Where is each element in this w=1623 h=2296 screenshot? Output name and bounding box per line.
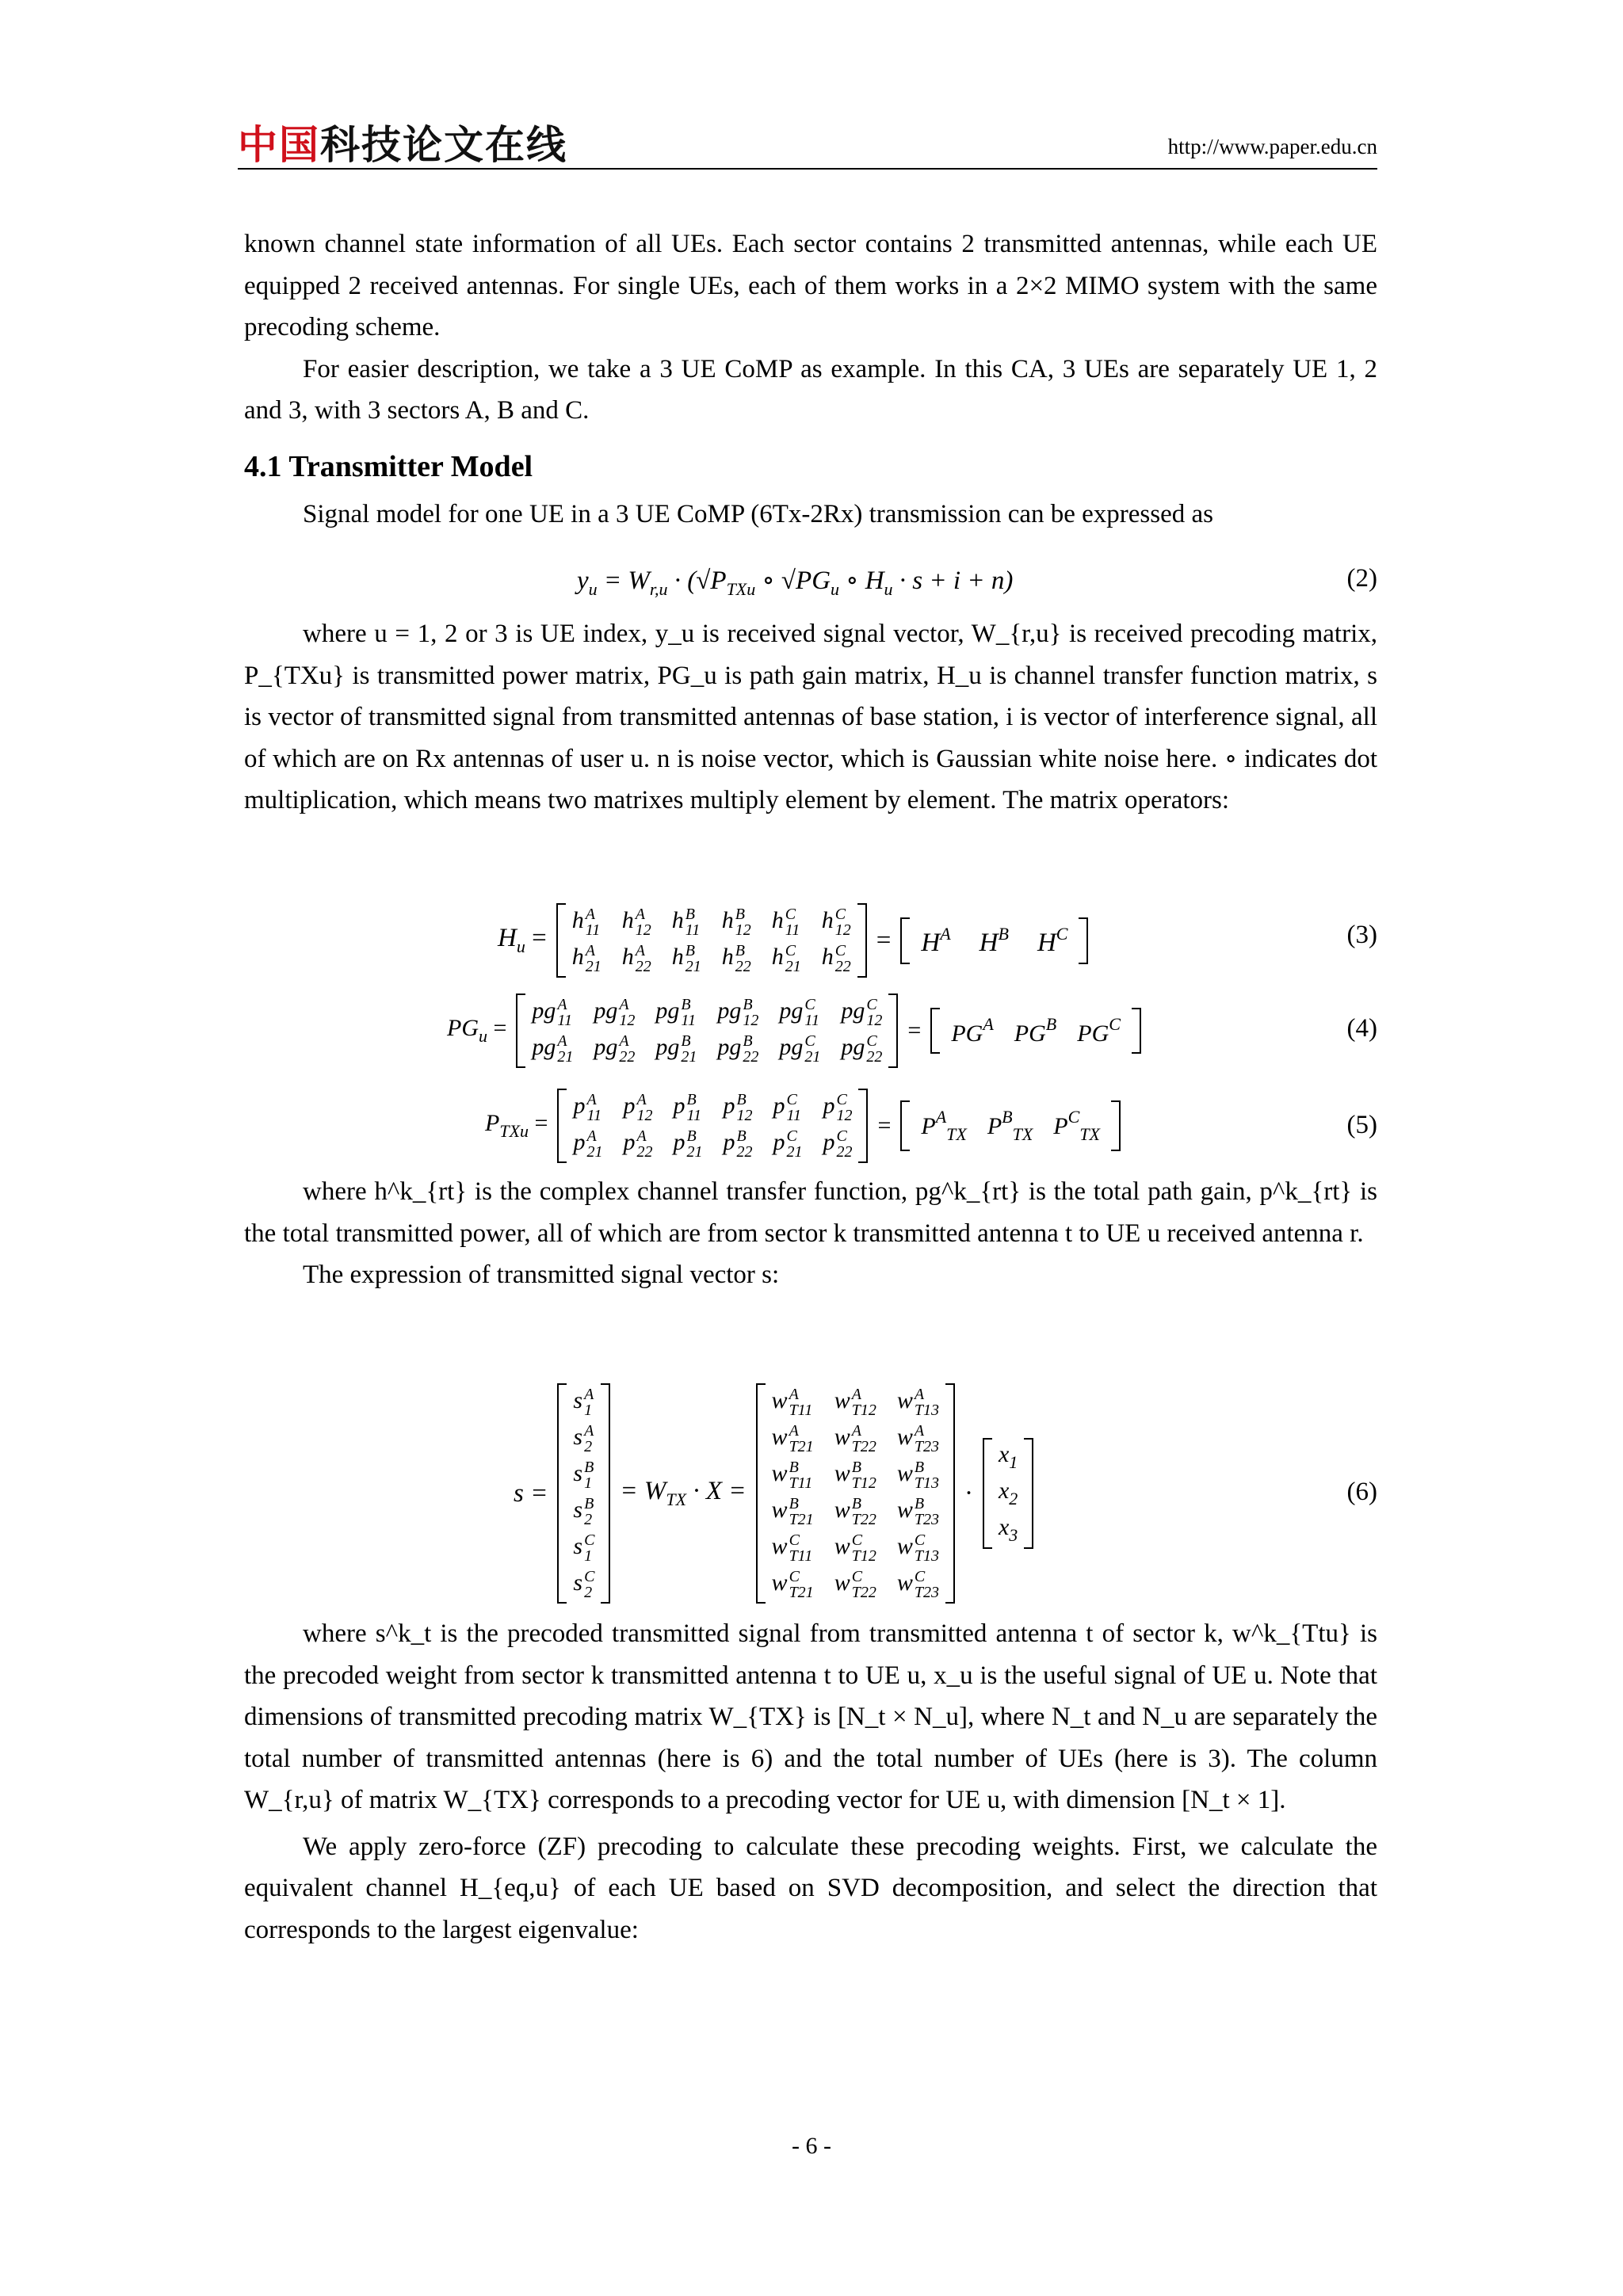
eq4-matrix-cell: pg A 11 — [532, 996, 572, 1029]
eq3-matrix-cell: h B 11 — [671, 906, 701, 939]
matrix-w-cell: w A T11 — [771, 1386, 813, 1419]
matrix-w-cell: w B T12 — [834, 1459, 876, 1492]
vector-x-cell: $x_1$ — [998, 1441, 1018, 1472]
eq5-matrix-cell: p A 21 — [573, 1127, 603, 1161]
matrix-PG-grid — [525, 994, 888, 1068]
eq4-matrix-cell: pg A 12 — [594, 996, 636, 1029]
vector-x-cell: $x_3$ — [998, 1514, 1018, 1545]
eq4-matrix-cell: pg C 11 — [779, 996, 819, 1029]
matrix-H-grid — [566, 903, 857, 978]
matrix-H — [556, 903, 867, 978]
matrix-w-cell: w A T23 — [896, 1422, 939, 1455]
matrix-w-cell: w C T22 — [834, 1568, 876, 1601]
eq4-matrix-cell: pg B 22 — [717, 1032, 759, 1066]
matrix-PG-blocks: $PG^A$ $PG^B$ $PG^C$ — [930, 1008, 1141, 1054]
matrix-w-cell: w C T12 — [834, 1531, 876, 1565]
page-number: - 6 - — [792, 2133, 831, 2159]
matrix-W — [756, 1383, 955, 1604]
equation-6: s = s A 1 s A 2 s B 1 s B 2 s C 1 s C 2 = $W_{TX} \cdot X$ = w A T11 w A T12 w A T13 w A T21 w A T22 w A T23 w B T11 w B T12 w B T13 w B T21 w B T22 w B T23 w C T11 w C T12 w C T13 w C T21 w C T22 w C T23 · $x_1$ $x_2$ $x_3$ (6) — [244, 1367, 1377, 1620]
logo-red-part: 中国 — [238, 122, 320, 168]
equation-3: $H_u$ = h A 11 h A 12 h B 11 h B 12 h C 11 h C 12 h A 21 h A 22 h B 21 h B 22 h C 21 h C 22 = $H^A$ $H^B$ $H^C$ (3) — [244, 903, 1377, 982]
vector-s-cell: s C 2 — [573, 1568, 595, 1601]
matrix-PG — [516, 994, 898, 1068]
paragraph-8: We apply zero-force (ZF) precoding to calculate these precoding weights. First, we calculate the equivalent channel H_{eq,u} of each UE based on SVD decomposition, and select the direction that corresponds to the largest eigenvalue: — [244, 1832, 1377, 1944]
matrix-w-cell: w B T23 — [896, 1495, 939, 1528]
eq5-matrix-cell: p A 11 — [573, 1091, 601, 1124]
vector-s-cell: s B 1 — [573, 1459, 594, 1492]
eq3-matrix-cell: h A 12 — [621, 906, 651, 939]
equation-3-number: (3) — [1346, 921, 1377, 949]
eq4-matrix-cell: pg B 12 — [717, 996, 759, 1029]
eq3-matrix-cell: h B 22 — [721, 942, 751, 975]
vector-s-cell: s A 1 — [573, 1386, 594, 1419]
matrix-P — [557, 1089, 868, 1163]
equation-2 — [244, 564, 1377, 612]
eq5-matrix-cell: p A 12 — [623, 1091, 653, 1124]
vector-x — [983, 1438, 1033, 1549]
eq3-matrix-cell: h A 22 — [621, 942, 651, 975]
equation-2-number: (2) — [1346, 564, 1377, 593]
eq5-matrix-cell: p C 22 — [823, 1127, 853, 1161]
eq5-matrix-cell: p C 12 — [823, 1091, 853, 1124]
matrix-P-grid — [567, 1089, 858, 1163]
matrix-w-cell: w B T21 — [771, 1495, 814, 1528]
paragraph-4: where u = 1, 2 or 3 is UE index, y_u is received signal vector, W_{r,u} is received precoding matrix, P_{TXu} is transmitted power matrix, PG_u is path gain matrix, H_u is channel transfer function matrix, s is vector of transmitted signal from transmitted antennas of base station, i is vector of interference signal, all of which are on Rx antennas of user u. n is noise vector, which is Gaussian white noise here. ∘ indicates dot multiplication, which means two matrixes multiply element by element. The matrix operators: — [244, 620, 1377, 814]
vector-s-grid — [567, 1383, 601, 1604]
eq4-matrix-cell: pg B 11 — [655, 996, 696, 1029]
matrix-w-cell: w A T22 — [834, 1422, 876, 1455]
matrix-H-blocks: $H^A$ $H^B$ $H^C$ — [900, 917, 1088, 964]
eq4-matrix-cell: pg A 22 — [594, 1032, 636, 1066]
vector-s-cell: s C 1 — [573, 1531, 595, 1565]
matrix-W-grid — [766, 1383, 945, 1604]
equation-5-number: (5) — [1346, 1111, 1377, 1139]
equation-4-number: (4) — [1346, 1014, 1377, 1043]
header-url[interactable]: http://www.paper.edu.cn — [1167, 135, 1377, 158]
matrix-w-cell: w A T13 — [896, 1386, 939, 1419]
paragraph-6: The expression of transmitted signal vector s: — [303, 1261, 780, 1289]
matrix-w-cell: w C T21 — [771, 1568, 814, 1601]
matrix-P-blocks: $P^A_{TX}$ $P^B_{TX}$ $P^C_{TX}$ — [900, 1100, 1121, 1151]
eq3-matrix-cell: h C 12 — [821, 906, 851, 939]
eq5-matrix-cell: p B 11 — [673, 1091, 701, 1124]
vector-s — [557, 1383, 610, 1604]
intro-block — [244, 223, 1377, 535]
section-title: 4.1 Transmitter Model — [244, 449, 533, 483]
matrix-w-cell: w B T13 — [896, 1459, 939, 1492]
eq5-matrix-cell: p C 21 — [773, 1127, 803, 1161]
eq3-matrix-cell: h B 12 — [721, 906, 751, 939]
header-rule — [238, 168, 1377, 170]
logo-text — [238, 113, 567, 170]
eq3-matrix-cell: h A 21 — [571, 942, 601, 975]
matrix-w-cell: w C T23 — [896, 1568, 939, 1601]
paragraph-7: where s^k_t is the precoded transmitted signal from transmitted antenna t of sector k, w^k_{Ttu} is the precoded weight from sector k transmitted antenna t to UE u, x_u is the useful signal of UE u. Note that dimensions of transmitted precoding matrix W_{TX} is [N_t × N_u], where N_t and N_u are separately the total number of transmitted antennas (here is 6) and the total number of UEs (here is 3). The column W_{r,u} of matrix W_{TX} corresponds to a precoding vector for UE u, with dimension [N_t × 1]. — [244, 1619, 1377, 1814]
eq5-matrix-cell: p B 21 — [673, 1127, 703, 1161]
equation-2-body: $y_u = W_{r,u} \cdot (√P_{TXu}$ ∘ $√PG_u$ ∘ $H_u \cdot s + i + n$) — [577, 566, 1014, 599]
paragraph-2: For easier description, we take a 3 UE CoMP as example. In this CA, 3 UEs are separately UE 1, 2 and 3, with 3 sectors A, B and C. — [244, 354, 1377, 425]
matrix-w-cell: w A T21 — [771, 1422, 814, 1455]
vector-s-cell: s B 2 — [573, 1495, 594, 1528]
paragraph-5: where h^k_{rt} is the complex channel transfer function, pg^k_{rt} is the total path gain, p^k_{rt} is the total transmitted power, all of which are from sector k transmitted antenna t to UE u received antenna r. — [244, 1177, 1377, 1248]
eq4-matrix-cell: pg C 22 — [841, 1032, 883, 1066]
vector-x-grid — [992, 1438, 1024, 1549]
paragraph-3: Signal model for one UE in a 3 UE CoMP (6Tx-2Rx) transmission can be expressed as — [303, 499, 1213, 528]
matrix-w-cell: w C T11 — [771, 1531, 813, 1565]
logo-black-part: 科技论文在线 — [320, 122, 567, 168]
eq5-matrix-cell: p B 12 — [723, 1091, 753, 1124]
vector-x-cell: $x_2$ — [998, 1478, 1018, 1508]
equation-5: $P_{TXu}$ = p A 11 p A 12 p B 11 p B 12 p C 11 p C 12 p A 21 p A 22 p B 21 p B 22 p C 21 p C 22 = $P^A_{TX}$ $P^B_{TX}$ $P^C_{TX}$ (5) — [244, 1089, 1377, 1168]
equation-6-number: (6) — [1346, 1478, 1377, 1506]
eq3-matrix-cell: h C 21 — [771, 942, 801, 975]
paragraph-5-block — [244, 1171, 1377, 1296]
eq4-matrix-cell: pg B 21 — [655, 1032, 697, 1066]
equation-4: $PG_u$ = pg A 11 pg A 12 pg B 11 pg B 12 pg C 11 pg C 12 pg A 21 pg A 22 pg B 21 pg B 22 pg C 21 pg C 22 = $PG^A$ $PG^B$ $PG^C$ (4) — [244, 994, 1377, 1073]
paragraph-1: known channel state information of all UEs. Each sector contains 2 transmitted antennas, while each UE equipped 2 received antennas. For single UEs, each of them works in a 2×2 MIMO system with the same precoding scheme. — [244, 230, 1377, 341]
eq4-matrix-cell: pg A 21 — [532, 1032, 574, 1066]
matrix-w-cell: w A T12 — [834, 1386, 876, 1419]
site-logo — [238, 117, 567, 166]
eq3-matrix-cell: h C 22 — [821, 942, 851, 975]
matrix-w-cell: w C T13 — [896, 1531, 939, 1565]
eq3-matrix-cell: h A 11 — [571, 906, 601, 939]
paragraph-7-block — [244, 1613, 1377, 1951]
eq5-matrix-cell: p C 11 — [773, 1091, 801, 1124]
eq3-matrix-cell: h C 11 — [771, 906, 800, 939]
matrix-w-cell: w B T11 — [771, 1459, 813, 1492]
paragraph-4-block — [244, 613, 1377, 822]
eq4-matrix-cell: pg C 21 — [779, 1032, 821, 1066]
matrix-w-cell: w B T22 — [834, 1495, 876, 1528]
eq5-matrix-cell: p B 22 — [723, 1127, 753, 1161]
vector-s-cell: s A 2 — [573, 1422, 594, 1455]
eq4-matrix-cell: pg C 12 — [841, 996, 883, 1029]
eq3-matrix-cell: h B 21 — [671, 942, 701, 975]
eq5-matrix-cell: p A 22 — [623, 1127, 653, 1161]
